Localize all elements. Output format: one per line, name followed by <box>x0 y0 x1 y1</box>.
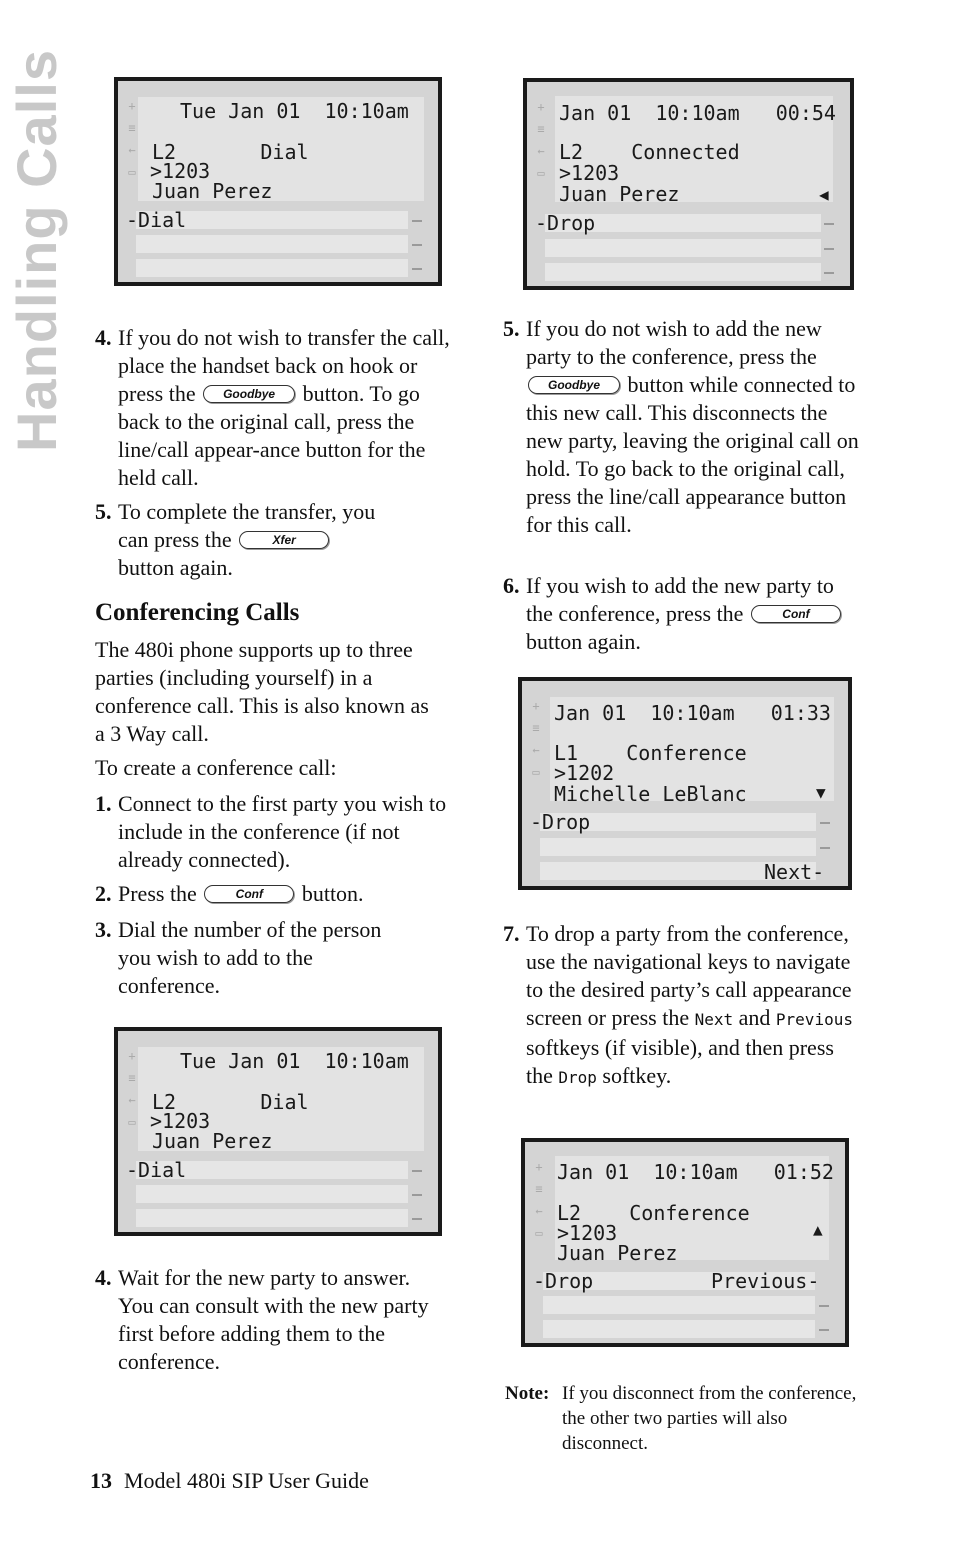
section-heading: Conferencing Calls <box>95 599 300 626</box>
softkey-tick <box>412 1194 422 1196</box>
softkey-tick <box>412 1218 422 1220</box>
phone-display-dial-2 <box>114 1027 442 1236</box>
softkey-bar-2 <box>540 838 816 856</box>
display-number: >1203 <box>150 159 211 183</box>
softkey-tick <box>820 847 830 849</box>
display-contact-name: Juan Perez <box>152 179 273 203</box>
display-line-status: L2 Dial <box>152 1090 309 1114</box>
display-line-status: L1 Conference <box>554 741 747 765</box>
display-number: >1203 <box>557 1221 618 1245</box>
softkey-tick <box>819 1329 829 1331</box>
phone-display-connected <box>523 78 854 290</box>
phone-display-conference-l2 <box>521 1138 849 1347</box>
goodbye-key-icon: Goodbye <box>528 376 620 394</box>
softkey-bar-3 <box>545 263 821 281</box>
softkey-previous: Previous- <box>711 1269 820 1293</box>
softkey-drop: -Drop <box>535 211 596 235</box>
softkey-tick <box>824 248 834 250</box>
softkey-dial: -Dial <box>126 1158 187 1182</box>
display-side-icons: + ≡ ← ▭ <box>128 1049 136 1129</box>
goodbye-key-icon: Goodbye <box>203 385 295 403</box>
side-section-title: Handling Calls <box>4 48 68 452</box>
speaker-left-arrow-icon: ◀ <box>819 185 829 204</box>
display-contact-name: Juan Perez <box>559 182 680 206</box>
softkey-tick <box>820 822 830 824</box>
display-number: >1203 <box>559 161 620 185</box>
display-side-icons: + ≡ ← ▭ <box>532 699 540 779</box>
softkey-tick <box>412 1170 422 1172</box>
next-softkey-label: Next <box>694 1010 734 1029</box>
create-label: To create a conference call: <box>95 755 337 780</box>
softkey-tick <box>412 268 422 270</box>
page-footer <box>90 1466 369 1496</box>
display-contact-name: Michelle LeBlanc <box>554 782 747 806</box>
display-side-icons: + ≡ ← ▭ <box>128 99 136 179</box>
guide-title: Model 480i SIP User Guide <box>124 1468 369 1493</box>
softkey-bar-3 <box>136 259 408 277</box>
display-line-status: L2 Connected <box>559 140 740 164</box>
page-number: 13 <box>90 1468 112 1493</box>
display-date-line: Jan 01 10:10am 00:54 <box>559 101 836 125</box>
display-date-line: Jan 01 10:10am 01:33 <box>554 701 831 725</box>
display-line-status: L2 Dial <box>152 140 309 164</box>
display-date-line: Jan 01 10:10am 01:52 <box>557 1160 834 1184</box>
softkey-bar-2 <box>545 239 821 257</box>
conf-key-icon: Conf <box>204 885 294 903</box>
softkey-bar-2 <box>136 235 408 253</box>
display-line-status: L2 Conference <box>557 1201 750 1225</box>
display-date-line: Tue Jan 01 10:10am <box>180 99 409 123</box>
softkey-next: Next- <box>764 860 825 884</box>
softkey-drop: -Drop <box>533 1269 594 1293</box>
softkey-tick <box>819 1305 829 1307</box>
display-contact-name: Juan Perez <box>557 1241 678 1265</box>
phone-display-conference-l1 <box>518 677 852 890</box>
display-side-icons: + ≡ ← ▭ <box>537 100 545 180</box>
drop-softkey-label: Drop <box>558 1068 597 1087</box>
softkey-bar-2 <box>136 1185 408 1203</box>
display-side-icons: + ≡ ← ▭ <box>535 1160 543 1240</box>
softkey-bar-3 <box>543 1320 815 1338</box>
softkey-tick <box>412 220 422 222</box>
softkey-drop: -Drop <box>530 810 591 834</box>
softkey-tick <box>824 223 834 225</box>
softkey-bar-3 <box>136 1209 408 1227</box>
step-4-transfer: 4. If you do not wish to transfer the call, place the handset back on hook or press the Goodbye button. To go back to the original call, press the line/call appear-ance button for the held call. <box>95 325 450 490</box>
note-label: Note: <box>505 1383 550 1404</box>
display-number: >1202 <box>554 761 615 785</box>
conf-key-icon: Conf <box>751 605 841 623</box>
phone-display-dial-1 <box>114 77 442 286</box>
softkey-tick <box>412 244 422 246</box>
softkey-dial: -Dial <box>126 208 187 232</box>
display-contact-name: Juan Perez <box>152 1129 273 1153</box>
scroll-down-arrow-icon: ▼ <box>816 783 826 802</box>
scroll-up-arrow-icon: ▲ <box>813 1220 823 1239</box>
step-5-transfer: 5. To complete the transfer, you can press the Xfer button again. <box>95 499 376 580</box>
display-number: >1203 <box>150 1109 211 1133</box>
intro-paragraph: The 480i phone supports up to three parties (including yourself) in a conference call. This is also known as a 3 Way call. <box>95 637 429 746</box>
softkey-bar-2 <box>543 1296 815 1314</box>
xfer-key-icon: Xfer <box>239 531 329 549</box>
softkey-tick <box>824 272 834 274</box>
previous-softkey-label: Previous <box>775 1010 853 1029</box>
display-date-line: Tue Jan 01 10:10am <box>180 1049 409 1073</box>
note-text: If you disconnect from the conference, the other two parties will also disconnect. <box>562 1383 857 1454</box>
